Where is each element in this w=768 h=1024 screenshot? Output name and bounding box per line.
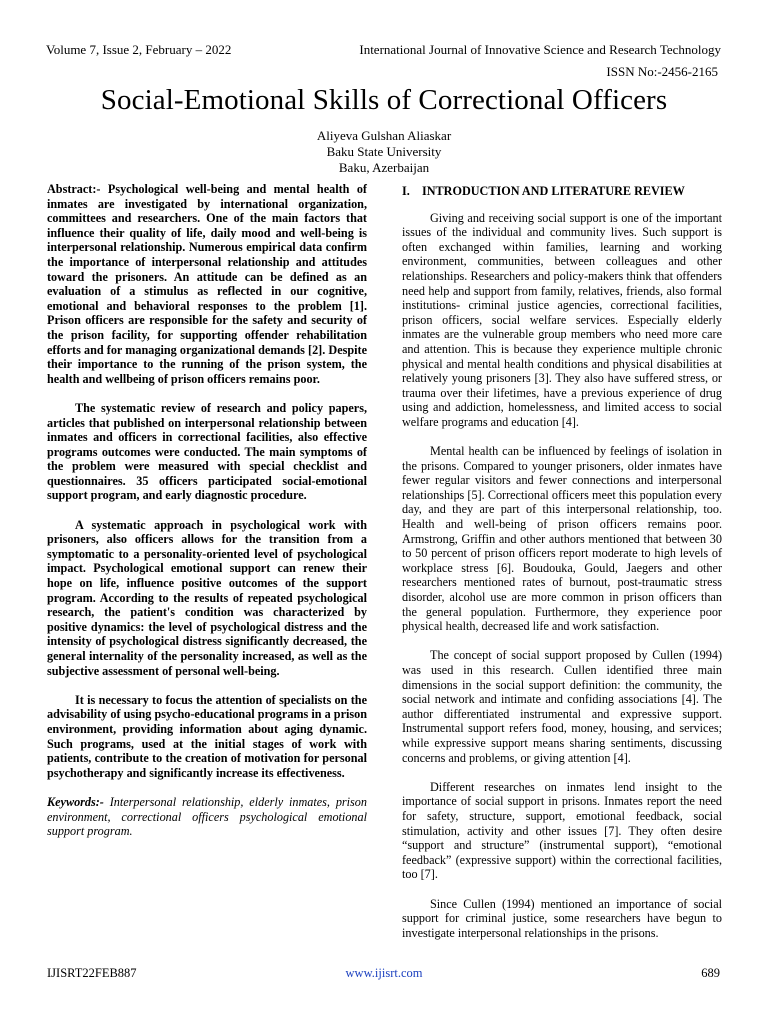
author-affiliation: Baku State University xyxy=(326,144,442,159)
header-issn: ISSN No:-2456-2165 xyxy=(606,64,718,79)
header-volume: Volume 7, Issue 2, February – 2022 xyxy=(46,42,232,57)
intro-paragraph-2: Mental health can be influenced by feelings of isolation in the prisons. Compared to younger prisoners, older inmates have fewer regular visitors and fewer connections and interpersonal relationships [5]. Correctional officers meet this population every day, and they are part of this interpersonal relationship, too. Health and well-being of prison officers remains poor. Armstrong, Griffin and other authors mentioned that between 30 to 50 percent of prison officers report moderate to high levels of workplace stress [6]. Boudouka, Gould, Jaegers and other researchers mentioned rates of burnout, post-traumatic stress disorder, alcohol use are more common in prison officers than the general population. Furthermore, they experience poor physical health, decreased life and work satisfaction. xyxy=(402,444,722,634)
footer-code: IJISRT22FEB887 xyxy=(47,966,137,980)
intro-paragraph-5: Since Cullen (1994) mentioned an importance of social support for criminal justice, some researchers have begun to investigate interpersonal relationships in the prisons. xyxy=(402,896,722,940)
footer-url-wrap xyxy=(0,966,768,981)
header-journal: International Journal of Innovative Science and Research Technology xyxy=(359,42,721,57)
intro-paragraph-4: Different researches on inmates lend insight to the importance of social support in prisons. Inmates report the need for safety, structure, support, emotional feedback, social stimulation, activity and other issues [7]. They often desire “support and structure” (instrumental support), “emotional feedback” (expressive support) within the correctional facilities, too [7]. xyxy=(402,779,722,882)
footer-page-number: 689 xyxy=(701,966,720,980)
abstract-paragraph-4: It is necessary to focus the attention of specialists on the advisability of using psycho-educational programs in a prison environment, providing information about aging dynamic. Such programs, used at the initial stages of work with patients, contribute to the creation of motivation for personal psychotherapy and significantly increase its effectiveness. xyxy=(47,692,367,780)
footer-url-link[interactable]: www.ijisrt.com xyxy=(345,966,423,980)
left-column xyxy=(47,182,367,853)
section-number: I. xyxy=(402,184,410,198)
section-heading xyxy=(402,184,722,199)
author-location: Baku, Azerbaijan xyxy=(338,160,430,175)
abstract-paragraph-3: A systematic approach in psychological work with prisoners, also officers allows for the transition from a symptomatic to a personality-oriented level of psychological impact. Psychological emotional support can renew their hope on life, influence positive outcomes of the support program. According to the results of repeated psychological research, the patient's condition was characterized by positive dynamics: the level of psychological distress and the intensity of psychological distress significantly decreased, the general internality of the personality increased, as well as the subjective assessment of personal well-being. xyxy=(47,517,367,678)
keywords-text: Interpersonal relationship, elderly inmates, prison environment, correctional officers psychological emotional support program. xyxy=(47,794,367,839)
section-title: INTRODUCTION AND LITERATURE REVIEW xyxy=(422,184,685,198)
keywords-label: Keywords:- xyxy=(47,794,104,809)
abstract-paragraph-1: Abstract:- Psychological well-being and mental health of inmates are investigated by international organization, committees and researchers. One of the main factors that influence their quality of life, daily mood and well-being is interpersonal relationship. Numerous empirical data confirm the importance of interpersonal relationship and attitudes toward the prisoners. An attitude can be defined as an evaluation of a stimulus as reflected in our cognitive, emotional and behavioral responses to the problem [1]. Prison officers are responsible for the safety and security of the prison facility, for supporting offender rehabilitation efforts and for managing organizational demands [2]. Despite their importance to the running of the prison system, the health and wellbeing of prison officers remains poor. xyxy=(47,182,367,386)
intro-paragraph-3: The concept of social support proposed by Cullen (1994) was used in this research. Cullen identified three main dimensions in the social support definition: the community, the social network and intimate and confiding associations [4]. The author differentiated instrumental and expressive support. Instrumental support refers food, money, housing, and services; while expressive support means sharing sentiments, discussing concerns and problems, or giving attention [4]. xyxy=(402,648,722,765)
intro-paragraph-1: Giving and receiving social support is one of the important issues of the individual and community lives. Such support is often exchanged within families, learning and working environment, communities, between colleagues and other relationships. Researchers and policy-makers think that offenders need help and support from family, relatives, friends, also formal institutions- criminal justice agencies, correctional facilities, prison officers, social welfare services. Especially elderly inmates are the vulnerable group members who need more care and attention. This is because they experience multiple chronic physical and mental health conditions and physical disabilities at relatively young prisoners [3]. They also have suffered stress, or trauma over their lifetimes, have a previous experience of drug using and addiction, homelessness, and limited access to social welfare programs and education [4]. xyxy=(402,210,722,429)
right-column xyxy=(402,182,722,955)
author-block xyxy=(0,128,768,176)
author-name: Aliyeva Gulshan Aliaskar xyxy=(316,128,452,143)
keywords xyxy=(47,795,367,839)
abstract-paragraph-2: The systematic review of research and policy papers, articles that published on interpersonal relationship between inmates and officers in correctional facilities, also effective programs outcomes were conducted. The main symptoms of the problem were measured with special checklist and questionnaires. 35 officers participated social-emotional support program, and early diagnostic procedure. xyxy=(47,400,367,503)
paper-title: Social-Emotional Skills of Correctional Officers xyxy=(100,84,668,116)
